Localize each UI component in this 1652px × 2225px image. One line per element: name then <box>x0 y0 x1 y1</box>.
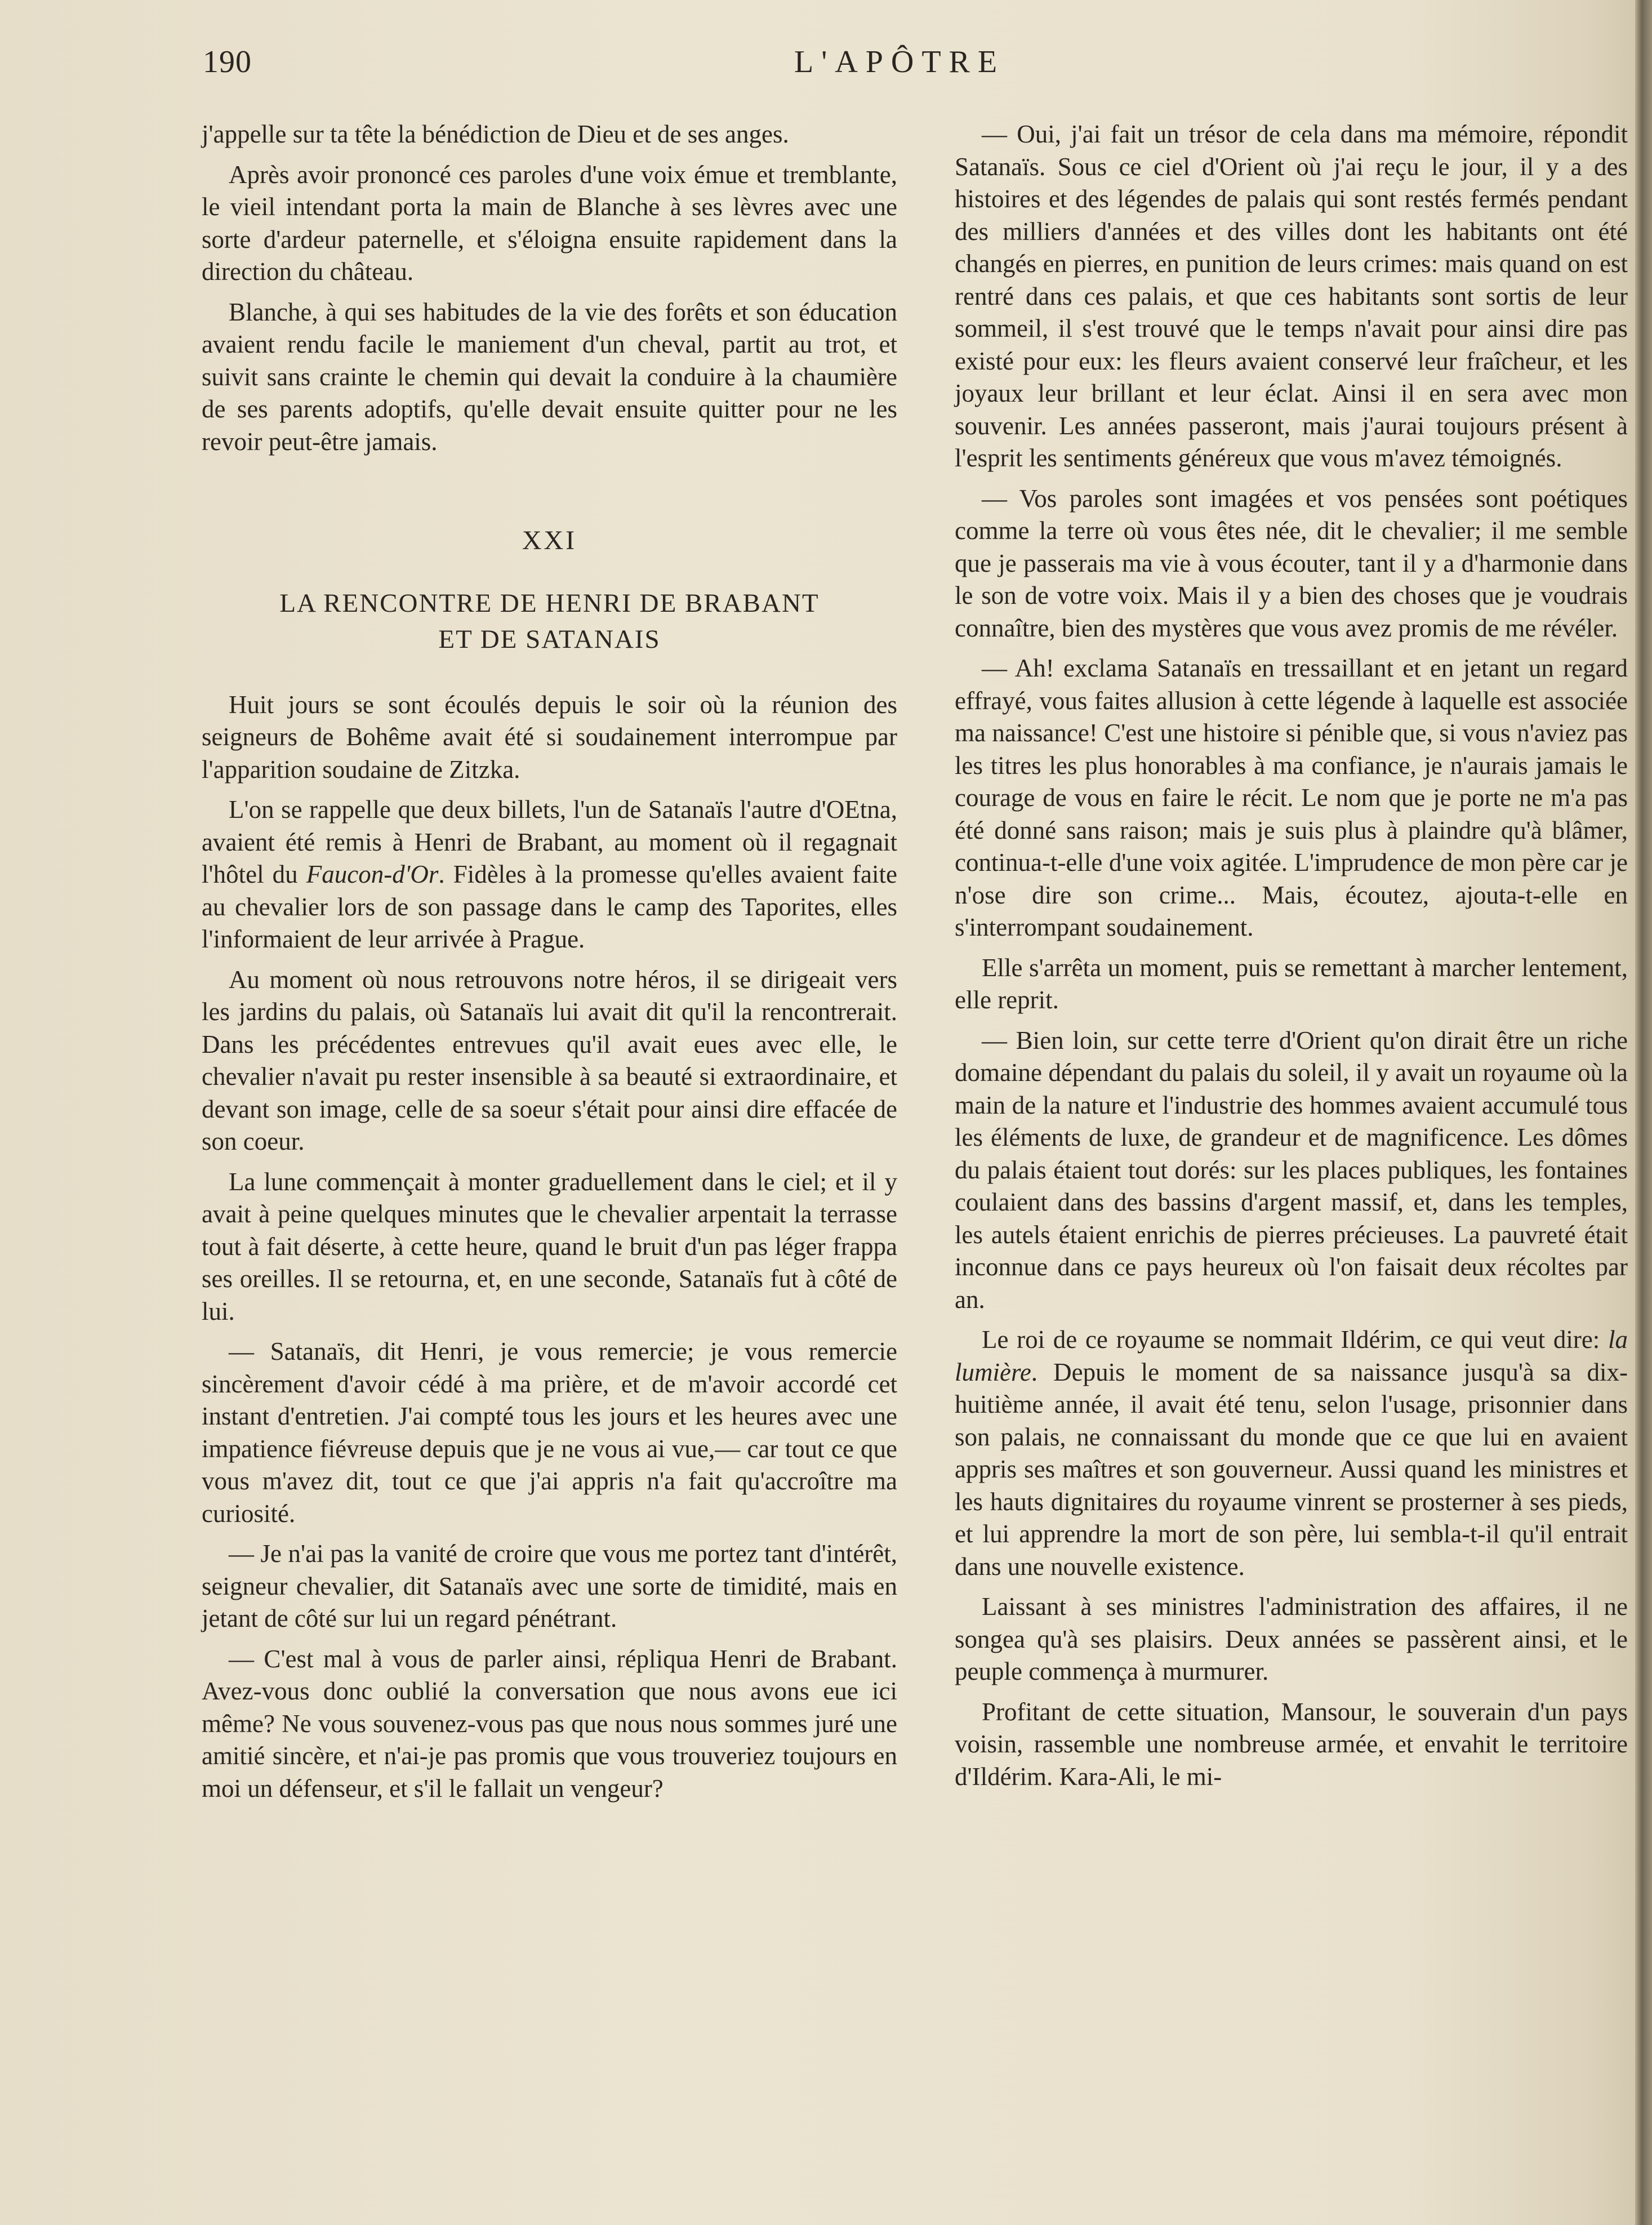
paragraph: j'appelle sur ta tête la bénédiction de Dieu et de ses anges. <box>202 120 789 148</box>
running-title: L'APÔTRE <box>794 44 1005 79</box>
page-edge <box>1635 0 1652 2225</box>
text-run: Le roi de ce royaume se nommait Ildérim, ce qui veut dire: <box>982 1325 1608 1354</box>
paragraph: Après avoir prononcé ces paroles d'une voix émue et tremblante, le vieil intendant porta la main de Blanche à ses lèvres avec une sorte d'ardeur paternelle, et s'éloigna ensuite rapidement dans la direction du château. <box>202 160 897 286</box>
text-run: . Fidèles à la promesse qu'elles avaient faite au chevalier lors de son passage dans le camp des Taporites, elles l'informaient de leur arrivée à Prague. <box>202 860 897 953</box>
paragraph: — Satanaïs, dit Henri, je vous remercie; je vous remercie sincèrement d'avoir cédé à ma prière, et de m'avoir accordé cet instant d'entretien. J'ai compté tous les jours et les heures avec une impatience fiévreuse depuis que je ne vous ai vue,— car tout ce que vous m'avez dit, tout ce que j'ai appris n'a fait qu'accroître ma curiosité. <box>202 1337 897 1528</box>
chapter-title <box>202 585 897 657</box>
text-run: L'on se rappelle que deux billets, l'un de Satanaïs l'autre d'OEtna, avaient été remis à Henri de Brabant, au moment où il regagnait l'hôtel du <box>202 795 897 888</box>
paragraph: — Vos paroles sont imagées et vos pensées sont poétiques comme la terre où vous êtes née, dit le chevalier; il me semble que je passerais ma vie à vous écouter, tant il y a d'harmonie dans le son de votre voix. Mais il y a bien des choses que je voudrais connaître, bien des mystères que vous avez promis de me révéler. <box>955 484 1628 642</box>
paragraph <box>202 794 897 956</box>
paragraph: Huit jours se sont écoulés depuis le soir où la réunion des seigneurs de Bohême avait été si soudainement interrompue par l'apparition soudaine de Zitzka. <box>202 690 897 784</box>
paragraph: — Oui, j'ai fait un trésor de cela dans ma mémoire, répondit Satanaïs. Sous ce ciel d'Orient où j'ai reçu le jour, il y a des histoires et des légendes de palais qui sont restés fermés pendant des milliers d'années et des villes dont les habitants ont été changés en pierres, en punition de leurs crimes: mais quand on est rentré dans ces palais, et que ces habitants sont sortis de leur sommeil, il s'est trouvé que le temps n'avait pour ainsi dire pas existé pour eux: les fleurs avaient conservé leur fraîcheur, et les joyaux leur brillant et leur éclat. Ainsi il en sera avec mon souvenir. Les années passeront, mais j'aurai toujours présent à l'esprit les sentiments généreux que vous m'avez témoignés. <box>955 120 1628 472</box>
italic-text: Faucon-d'Or <box>306 860 439 888</box>
chapter-title-line: LA RENCONTRE DE HENRI DE BRABANT <box>279 588 820 618</box>
paragraph: Elle s'arrêta un moment, puis se remettant à marcher lentement, elle reprit. <box>955 953 1628 1014</box>
paragraph <box>955 1324 1628 1583</box>
right-column <box>955 118 1628 1801</box>
page-header <box>203 44 1622 95</box>
left-column <box>202 118 897 1813</box>
paragraph: Profitant de cette situation, Mansour, le souverain d'un pays voisin, rassemble une nombreuse armée, et envahit le territoire d'Ildérim. Kara-Ali, le mi- <box>955 1697 1628 1791</box>
paragraph: — Je n'ai pas la vanité de croire que vous me portez tant d'intérêt, seigneur chevalier, dit Satanaïs avec une sorte de timidité, mais en jetant de côté sur lui un regard pénétrant. <box>202 1539 897 1632</box>
paragraph: — Ah! exclama Satanaïs en tressaillant et en jetant un regard effrayé, vous faites allusion à cette légende à laquelle est associée ma naissance! C'est une histoire si pénible que, si vous n'aviez pas les titres les plus honorables à ma confiance, je n'aurais jamais le courage de vous en faire le récit. Le nom que je porte ne m'a pas été donné sans raison; mais je suis plus à plaindre qu'à blâmer, continua-t-elle d'une voix agitée. L'imprudence de mon père car je n'ose dire son crime... Mais, écoutez, ajouta-t-elle en s'interrompant soudainement. <box>955 654 1628 941</box>
chapter-number: XXI <box>522 526 577 555</box>
paragraph: Blanche, à qui ses habitudes de la vie des forêts et son éducation avaient rendu facile le maniement d'un cheval, partit au trot, et suivit sans crainte le chemin qui devait la conduire à la chaumière de ses parents adoptifs, qu'elle devait ensuite quitter pour ne les revoir peut-être jamais. <box>202 297 897 456</box>
paragraph: — Bien loin, sur cette terre d'Orient qu'on dirait être un riche domaine dépendant du palais du soleil, il y avait un royaume où la main de la nature et l'industrie des hommes avaient accumulé tous les éléments de luxe, de grandeur et de magnificence. Les dômes du palais étaient tout dorés: sur les places publiques, les fontaines coulaient dans des bassins d'argent massif, et, dans les temples, les autels étaient enrichis de pierres précieuses. La pauvreté était inconnue dans ce pays heureux où l'on faisait deux récoltes par an. <box>955 1026 1628 1314</box>
paragraph: Au moment où nous retrouvons notre héros, il se dirigeait vers les jardins du palais, où Satanaïs lui avait dit qu'il la rencontrerait. Dans les précédentes entrevues qu'il avait eues avec elle, le chevalier n'avait pu rester insensible à sa beauté si extraordinaire, et devant son image, celle de sa soeur s'était pour ainsi dire effacée de son coeur. <box>202 965 897 1155</box>
italic-text: la lumière <box>955 1325 1628 1386</box>
text-run: . Depuis le moment de sa naissance jusqu'à sa dix-huitième année, il avait été tenu, selon l'usage, prisonnier dans son palais, ne connaissant du monde que ce que lui en avaient appris ses maîtres et son gouverneur. Aussi quand les ministres et les hauts dignitaires du royaume vinrent se prosterner à ses pieds, et lui apprendre la mort de son père, lui sembla-t-il qu'il entrait dans une nouvelle existence. <box>955 1358 1628 1581</box>
page-number: 190 <box>203 44 252 79</box>
chapter-title-line: ET DE SATANAIS <box>438 624 661 654</box>
paragraph: — C'est mal à vous de parler ainsi, répliqua Henri de Brabant. Avez-vous donc oublié la conversation que nous avons eue ici même? Ne vous souvenez-vous pas que nous nous sommes juré une amitié sincère, et n'ai-je pas promis que vous trouveriez toujours en moi un défenseur, et s'il le fallait un vengeur? <box>202 1644 897 1803</box>
paragraph: Laissant à ses ministres l'administration des affaires, il ne songea qu'à ses plaisirs. Deux années se passèrent ainsi, et le peuple commença à murmurer. <box>955 1592 1628 1685</box>
paragraph: La lune commençait à monter graduellement dans le ciel; et il y avait à peine quelques minutes que le chevalier arpentait la terrasse tout à fait déserte, à cette heure, quand le bruit d'un pas léger frappa ses oreilles. Il se retourna, et, en une seconde, Satanaïs fut à côté de lui. <box>202 1167 897 1325</box>
